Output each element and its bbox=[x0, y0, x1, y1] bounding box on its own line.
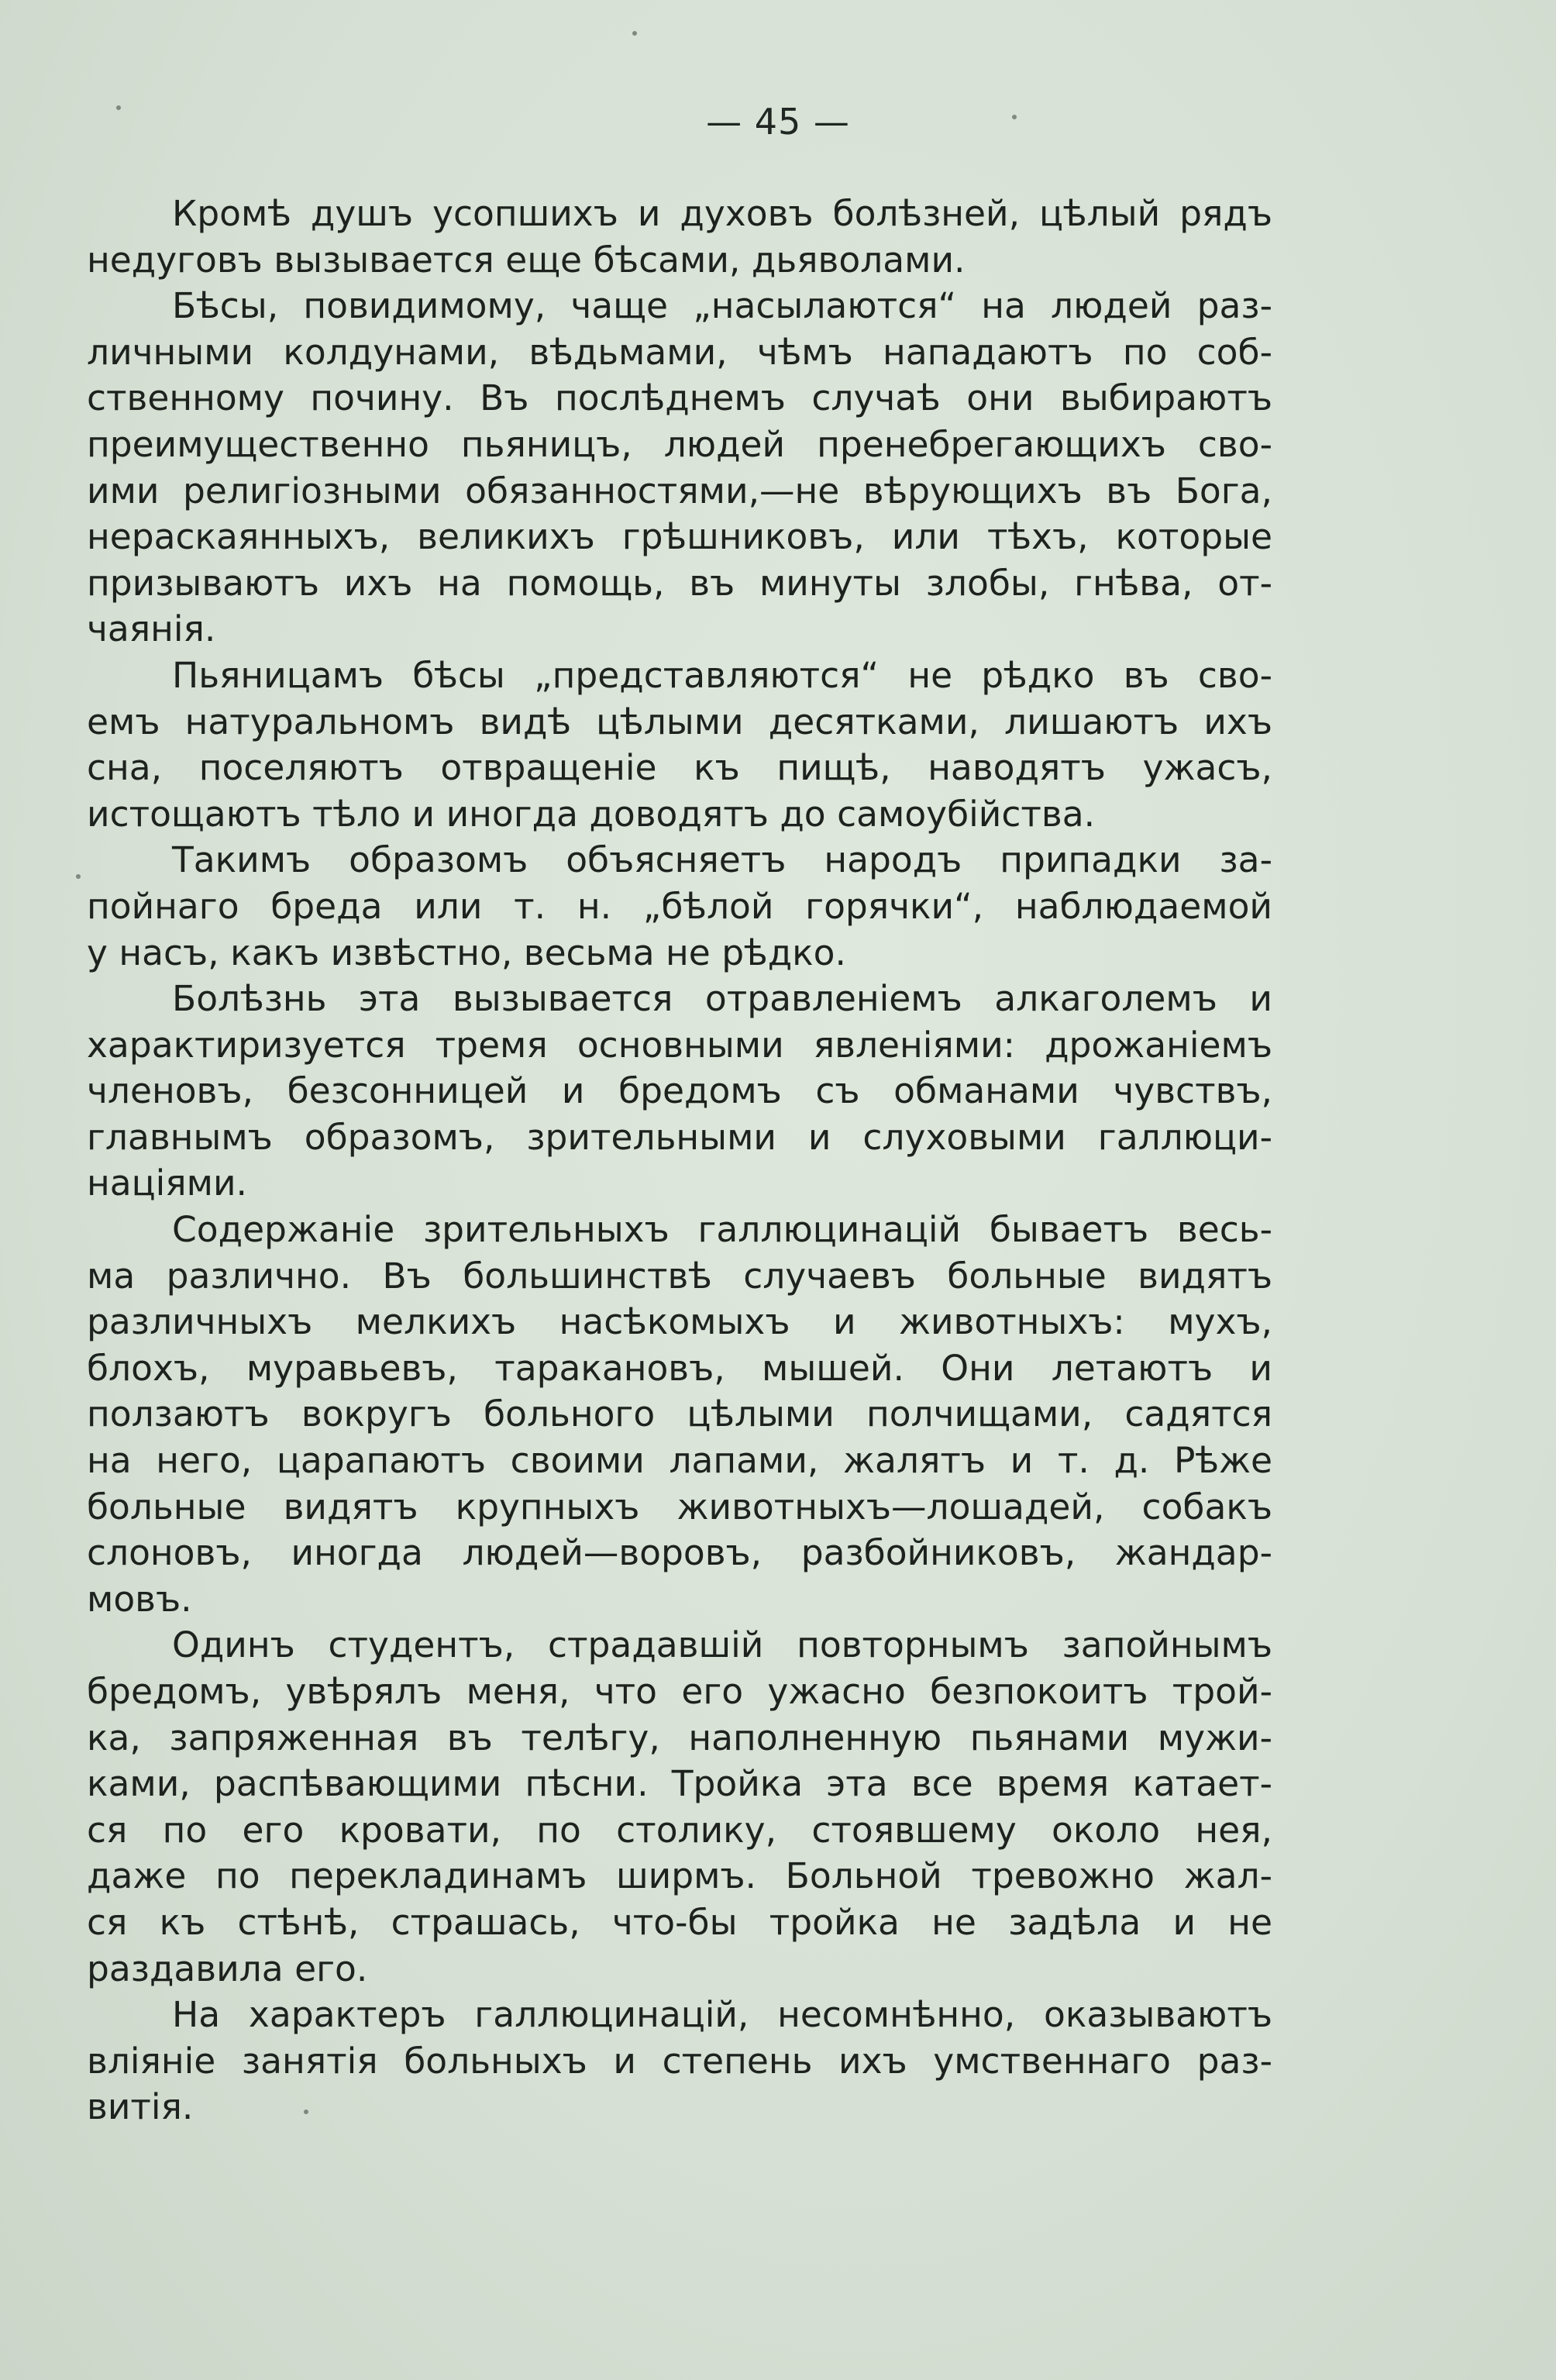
text-line: націями. bbox=[87, 1162, 247, 1204]
text-line: недуговъ вызывается еще бѣсами, дьяволами. bbox=[87, 239, 966, 281]
paper-speck bbox=[632, 31, 637, 36]
text-line: ся по его кровати, по столику, стоявшему около нея, bbox=[87, 1809, 1272, 1851]
paragraph bbox=[87, 283, 1272, 653]
text-line: преимущественно пьяницъ, людей пренебрегающихъ сво- bbox=[87, 423, 1272, 465]
text-line: чаянія. bbox=[87, 608, 216, 650]
text-line: На характеръ галлюцинацій, несомнѣнно, оказываютъ bbox=[172, 1994, 1272, 2036]
paragraph bbox=[87, 1992, 1272, 2130]
text-line: блохъ, муравьевъ, таракановъ, мышей. Они летаютъ и bbox=[87, 1347, 1272, 1389]
paragraph bbox=[87, 1622, 1272, 1992]
text-line: Содержаніе зрительныхъ галлюцинацій бываетъ весь- bbox=[172, 1209, 1272, 1251]
paragraph bbox=[87, 653, 1272, 837]
text-line: характиризуется тремя основными явленіями: дрожаніемъ bbox=[87, 1024, 1272, 1066]
text-line: бредомъ, увѣрялъ меня, что его ужасно безпокоитъ трой- bbox=[87, 1671, 1272, 1712]
text-line: личными колдунами, вѣдьмами, чѣмъ нападаютъ по соб- bbox=[87, 331, 1272, 373]
paragraph bbox=[87, 976, 1272, 1207]
text-line: пойнаго бреда или т. н. „бѣлой горячки“, наблюдаемой bbox=[87, 885, 1272, 927]
text-line: витія. bbox=[87, 2086, 194, 2128]
paper-speck bbox=[1012, 115, 1017, 119]
text-line: членовъ, безсонницей и бредомъ съ обманами чувствъ, bbox=[87, 1070, 1272, 1112]
paper-speck bbox=[116, 105, 121, 110]
text-line: ка, запряженная въ телѣгу, наполненную пьянами мужи- bbox=[87, 1717, 1272, 1758]
text-line: на него, царапаютъ своими лапами, жалятъ и т. д. Рѣже bbox=[87, 1440, 1272, 1482]
text-line: Бѣсы, повидимому, чаще „насылаются“ на людей раз- bbox=[172, 285, 1272, 327]
text-line: сна, поселяютъ отвращеніе къ пищѣ, наводятъ ужасъ, bbox=[87, 747, 1272, 789]
page-number: — 45 — bbox=[706, 101, 850, 143]
body-text bbox=[87, 191, 1272, 2130]
text-line: ся къ стѣнѣ, страшась, что-бы тройка не задѣла и не bbox=[87, 1901, 1272, 1943]
paragraph bbox=[87, 191, 1272, 283]
text-line: мовъ. bbox=[87, 1578, 192, 1620]
text-line: ма различно. Въ большинствѣ случаевъ больные видятъ bbox=[87, 1255, 1272, 1297]
paper-speck bbox=[304, 2110, 308, 2114]
text-line: ками, распѣвающими пѣсни. Тройка эта все время катает- bbox=[87, 1763, 1272, 1805]
text-line: даже по перекладинамъ ширмъ. Больной тревожно жал- bbox=[87, 1855, 1272, 1897]
text-line: раздавила его. bbox=[87, 1948, 368, 1989]
text-line: Пьяницамъ бѣсы „представляются“ не рѣдко въ сво- bbox=[172, 654, 1272, 696]
text-line: призываютъ ихъ на помощь, въ минуты злобы, гнѣва, от- bbox=[87, 562, 1272, 604]
paper-speck bbox=[76, 874, 81, 879]
paragraph bbox=[87, 1207, 1272, 1622]
text-line: различныхъ мелкихъ насѣкомыхъ и животныхъ: мухъ, bbox=[87, 1301, 1272, 1343]
text-line: у насъ, какъ извѣстно, весьма не рѣдко. bbox=[87, 932, 846, 973]
text-line: ственному почину. Въ послѣднемъ случаѣ они выбираютъ bbox=[87, 377, 1272, 419]
text-line: Одинъ студентъ, страдавшій повторнымъ запойнымъ bbox=[172, 1624, 1272, 1666]
text-line: Кромѣ душъ усопшихъ и духовъ болѣзней, цѣлый рядъ bbox=[172, 193, 1272, 234]
text-line: главнымъ образомъ, зрительными и слуховыми галлюци- bbox=[87, 1116, 1272, 1158]
text-line: емъ натуральномъ видѣ цѣлыми десятками, лишаютъ ихъ bbox=[87, 701, 1272, 742]
text-line: больные видятъ крупныхъ животныхъ—лошадей, собакъ bbox=[87, 1486, 1272, 1528]
text-line: Болѣзнь эта вызывается отравленіемъ алкаголемъ и bbox=[172, 978, 1272, 1020]
text-line: вліяніе занятія больныхъ и степень ихъ умственнаго раз- bbox=[87, 2040, 1272, 2082]
text-line: нераскаянныхъ, великихъ грѣшниковъ, или тѣхъ, которые bbox=[87, 516, 1272, 558]
text-line: ползаютъ вокругъ больного цѣлыми полчищами, садятся bbox=[87, 1393, 1272, 1435]
paragraph bbox=[87, 837, 1272, 976]
text-line: слоновъ, иногда людей—воровъ, разбойниковъ, жандар- bbox=[87, 1532, 1272, 1574]
text-line: ими религіозными обязанностями,—не вѣрующихъ въ Бога, bbox=[87, 470, 1272, 511]
text-line: Такимъ образомъ объясняетъ народъ припадки за- bbox=[172, 839, 1272, 881]
text-line: истощаютъ тѣло и иногда доводятъ до самоубійства. bbox=[87, 793, 1096, 835]
